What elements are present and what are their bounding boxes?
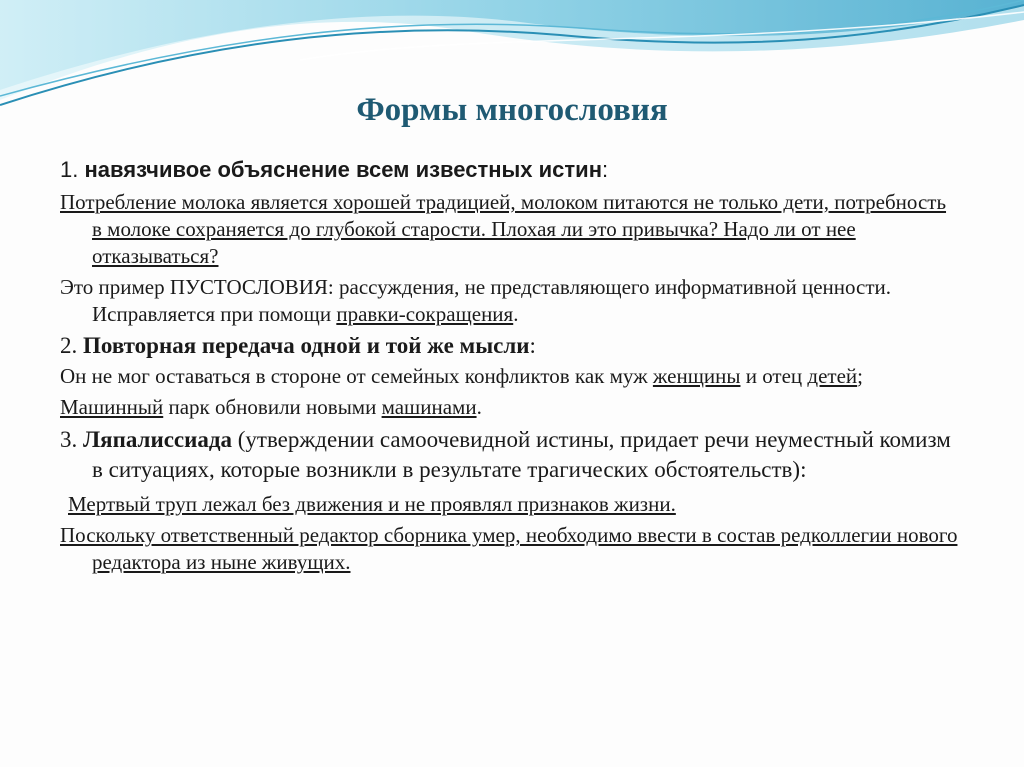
section2-title: Повторная передача одной и той же мысли <box>83 333 530 358</box>
section1-note <box>60 274 960 328</box>
section1-note-end: . <box>513 302 519 326</box>
section1-heading <box>60 156 960 183</box>
section2-ex1-term2: детей <box>807 364 858 388</box>
section2-ex2-text: парк обновили новыми <box>163 395 382 419</box>
section1-note-text: Это пример ПУСТОСЛОВИЯ: рассуждения, не представляющего информативной ценности. Исправляется при помощи <box>60 275 892 326</box>
section2-number: 2. <box>60 333 78 358</box>
section2-ex1-text2: и отец <box>740 364 808 388</box>
section2-example1 <box>60 363 960 390</box>
section2-ex1-text: Он не мог оставаться в стороне от семейных конфликтов как муж <box>60 364 653 388</box>
section1-colon: : <box>602 157 609 182</box>
section2-colon: : <box>529 333 536 358</box>
section3-title: Ляпалиссиада <box>83 427 232 452</box>
section3-example2: Поскольку ответственный редактор сборника умер, необходимо ввести в состав редколлегии нового редактора из ныне живущих. <box>60 523 958 574</box>
section1-number: 1. <box>60 157 79 182</box>
section2-example2 <box>60 394 960 421</box>
section2-heading <box>60 332 960 359</box>
section3-heading <box>60 425 960 485</box>
section2-ex1-end: ; <box>857 364 864 388</box>
section2-ex1-term1: женщины <box>652 364 741 388</box>
section1-example: Потребление молока является хорошей традицией, молоком питаются не только дети, потребность в молоке сохраняется до глубокой старости. Плохая ли это привычка? Надо ли от нее отказываться? <box>60 190 947 268</box>
section3-ex1-text: Мертвый труп лежал без движения и не проявлял признаков жизни. <box>68 492 676 516</box>
section2-ex2-term1: Машинный <box>60 395 164 419</box>
section3-example1 <box>60 491 960 518</box>
section3-description: (утверждении самоочевидной истины, придает речи неуместный комизм в ситуациях, которые возникли в результате трагических обстоятельств): <box>92 427 951 482</box>
section1-title: навязчивое объяснение всем известных истин <box>84 157 602 182</box>
content <box>60 150 960 580</box>
section2-ex2-term2: машинами <box>381 395 477 419</box>
section2-ex2-end: . <box>476 395 482 419</box>
page-title: Формы многословия <box>356 92 668 128</box>
section1-note-term: правки-сокращения <box>336 302 514 326</box>
section3-number: 3. <box>60 427 78 452</box>
